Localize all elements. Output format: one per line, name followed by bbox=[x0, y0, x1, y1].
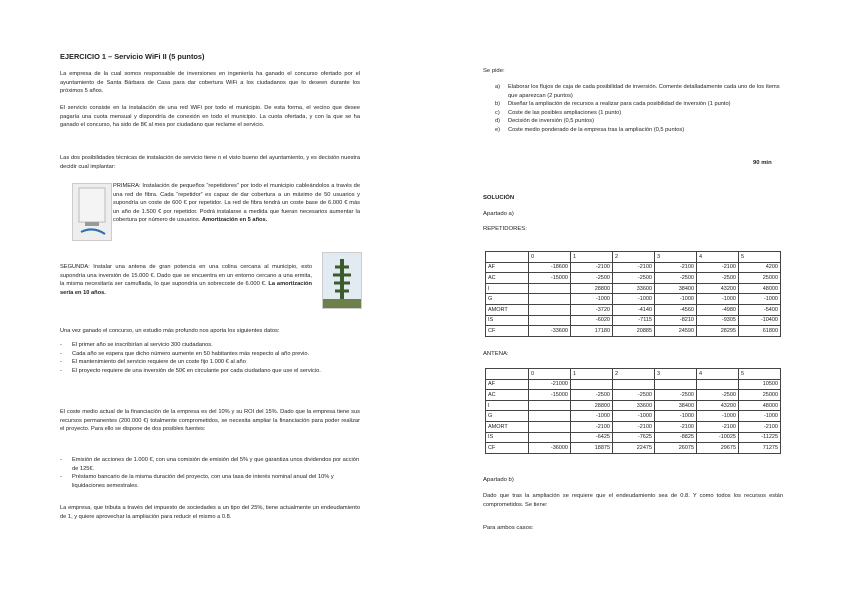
list-item: - El primer año se inscribirían al servicio 300 ciudadanos. bbox=[60, 342, 213, 348]
table-row: AF -21000 10500 bbox=[486, 379, 781, 390]
table-row: AC -15000 -2500 -2500 -2500 -2500 25000 bbox=[486, 273, 781, 284]
table-row: G -1000 -1000 -1000 -1000 -1000 bbox=[486, 411, 781, 422]
list-item: - El proyecto requiere de una inversión de 50€ en circulante por cada ciudadano que use el servicio. bbox=[60, 367, 321, 374]
option-segunda-amortization: La amortización sería en 10 años. bbox=[60, 281, 312, 296]
table-row: CF -33600 17180 20885 24590 28295 61800 bbox=[486, 326, 781, 337]
paragraph-intro: La empresa de la cual somos responsable de inversiones en ingeniería ha ganado el concurso ofertado por el ayuntamiento de Santa Bárbara de Casa para dar cobertura WiFi a los ciudadanos que lo deseen durante los próximos 5 años. bbox=[60, 71, 360, 95]
paragraph-apartado-b: Dado que tras la ampliación se requiere que el endeudamiento sea de 0.8. Y como todos los recursos están comprometidos. Se tiene: bbox=[483, 493, 783, 508]
table-row: G -1000 -1000 -1000 -1000 -1000 bbox=[486, 294, 781, 305]
task-item: d) Decisión de inversión (0,5 puntos) bbox=[495, 118, 594, 125]
list-item: - Emisión de acciones de 1.000 €, con una comisión de emisión del 5% y que garantiza unos dividendos por acción de 125€. bbox=[60, 457, 360, 472]
table-row: I 28800 33600 38400 43200 48000 bbox=[486, 283, 781, 294]
antena-table bbox=[485, 368, 781, 454]
repetidores-heading: REPETIDORES: bbox=[483, 226, 527, 232]
task-item: e) Coste medio ponderado de la empresa tras la ampliación (0,5 puntos) bbox=[495, 126, 685, 133]
table-row: CF -36000 18875 22475 26075 29675 71275 bbox=[486, 443, 781, 454]
list-item: - Préstamo bancario de la misma duración del proyecto, con una tasa de interés nominal anual del 10% y liquidaciones semestrales. bbox=[60, 474, 334, 489]
paragraph-service: El servicio consiste en la instalación de una red WiFi por todo el municipio. De esta forma, el vecino que desee pagaría una cuota mensual y dispondría de conexión en todo el municipio. La cuota ofertada, y con la que se ha ganado el concurso, ha sido de 8€ al mes por ciudadano que reclame el servicio. bbox=[60, 105, 360, 129]
study-data-list bbox=[60, 341, 360, 375]
table-row: IS -6020 -7115 -8210 -9305 -10400 bbox=[486, 315, 781, 326]
task-item: b) Diseñar la ampliación de recursos a realizar para cada posibilidad de inversión (1 punto) bbox=[495, 101, 731, 108]
option-primera-amortization: Amortización en 5 años. bbox=[201, 217, 268, 224]
option-segunda-text: SEGUNDA: Instalar una antena de gran potencia en una colina cercana al municipio, esto supondría una inversión de 15.000 €. Dado que se encuentra en un entorno cercano a una ermita, la misma necesitaría ser camuflada, lo que supondría un sobrecoste de 6.000 €. bbox=[60, 264, 312, 288]
paragraph-financing: El coste medio actual de la financiación de la empresa es del 10% y su ROI del 15%. Dado que la empresa tiene sus recursos permanentes (200.000 €) totalmente comprometidos, se necesita ampliar la financiación para poder realizar el proyecto. Para ello se dispone de dos posibles fuentes: bbox=[60, 409, 360, 433]
tasks-list bbox=[495, 83, 785, 135]
ambos-casos-label: Para ambos casos: bbox=[483, 525, 534, 531]
apartado-a-heading: Apartado a) bbox=[483, 211, 514, 217]
se-pide-label: Se pide: bbox=[483, 68, 505, 74]
apartado-b-heading: Apartado b) bbox=[483, 477, 514, 483]
paragraph-tax: La empresa, que tributa a través del impuesto de sociedades a un tipo del 25%, tiene actualmente un endeudamiento de 1, y quiere aprovechar la ampliación para reducir el mismo a 0.8. bbox=[60, 505, 360, 520]
task-item: a) Elaborar los flujos de caja de cada posibilidad de inversión. Comente detalladamente cada uno de los ítems que aparezcan (2 puntos) bbox=[495, 84, 780, 99]
repetidores-table bbox=[485, 251, 781, 337]
router-image bbox=[72, 183, 112, 241]
table-row: AF -18600 -2100 -2100 -2100 -2100 4200 bbox=[486, 262, 781, 273]
table-header-row: 0 1 2 3 4 5 bbox=[486, 369, 781, 380]
table-row: AMORT -3720 -4140 -4560 -4980 -5400 bbox=[486, 304, 781, 315]
antena-heading: ANTENA: bbox=[483, 351, 509, 357]
table-row: AC -15000 -2500 -2500 -2500 -2500 25000 bbox=[486, 390, 781, 401]
list-item: - Cada año se espera que dicho número aumente en 50 habitantes más respecto al año previo. bbox=[60, 350, 310, 357]
task-item: c) Coste de las posibles ampliaciones (1 punto) bbox=[495, 109, 622, 116]
financing-sources-list bbox=[60, 456, 360, 490]
table-row: IS -6425 -7625 -8825 -10025 -11225 bbox=[486, 432, 781, 443]
solution-heading: SOLUCIÓN bbox=[483, 195, 515, 201]
option-primera bbox=[113, 182, 360, 225]
list-item: - El mantenimiento del servicio requiere de un coste fijo 1.000 € al año bbox=[60, 359, 246, 366]
option-primera-text: PRIMERA: Instalación de pequeños “repetidores” por todo el municipio cableándolos a través de una red de fibra. Cada “repetidor” es capaz de dar cobertura a un máximo de 50 usuarios y supondría un coste de 600 € por repetidor. La red de fibra tendrá un coste base de 6.000 € más un año de 1.500 € por repetidor. Podrá instalarse a medida que fueran necesarios aumentar la cobertura por número de usuarios. bbox=[113, 183, 360, 224]
table-row: AMORT -2100 -2100 -2100 -2100 -2100 bbox=[486, 421, 781, 432]
option-segunda bbox=[60, 263, 312, 297]
paragraph-study: Una vez ganado el concurso, un estudio más profundo nos aporta los siguientes datos: bbox=[60, 328, 280, 334]
time-label: 90 min bbox=[753, 160, 772, 166]
antenna-image bbox=[322, 252, 362, 309]
table-header-row: 0 1 2 3 4 5 bbox=[486, 252, 781, 263]
paragraph-options: Las dos posibilidades técnicas de instalación de servicio tiene n el visto bueno del ayuntamiento, y es decisión nuestra decidir cual implantar: bbox=[60, 155, 360, 170]
exercise-title: EJERCICIO 1 – Servicio WiFi II (5 puntos) bbox=[60, 52, 205, 61]
table-row: I 28800 33600 38400 43200 48000 bbox=[486, 400, 781, 411]
